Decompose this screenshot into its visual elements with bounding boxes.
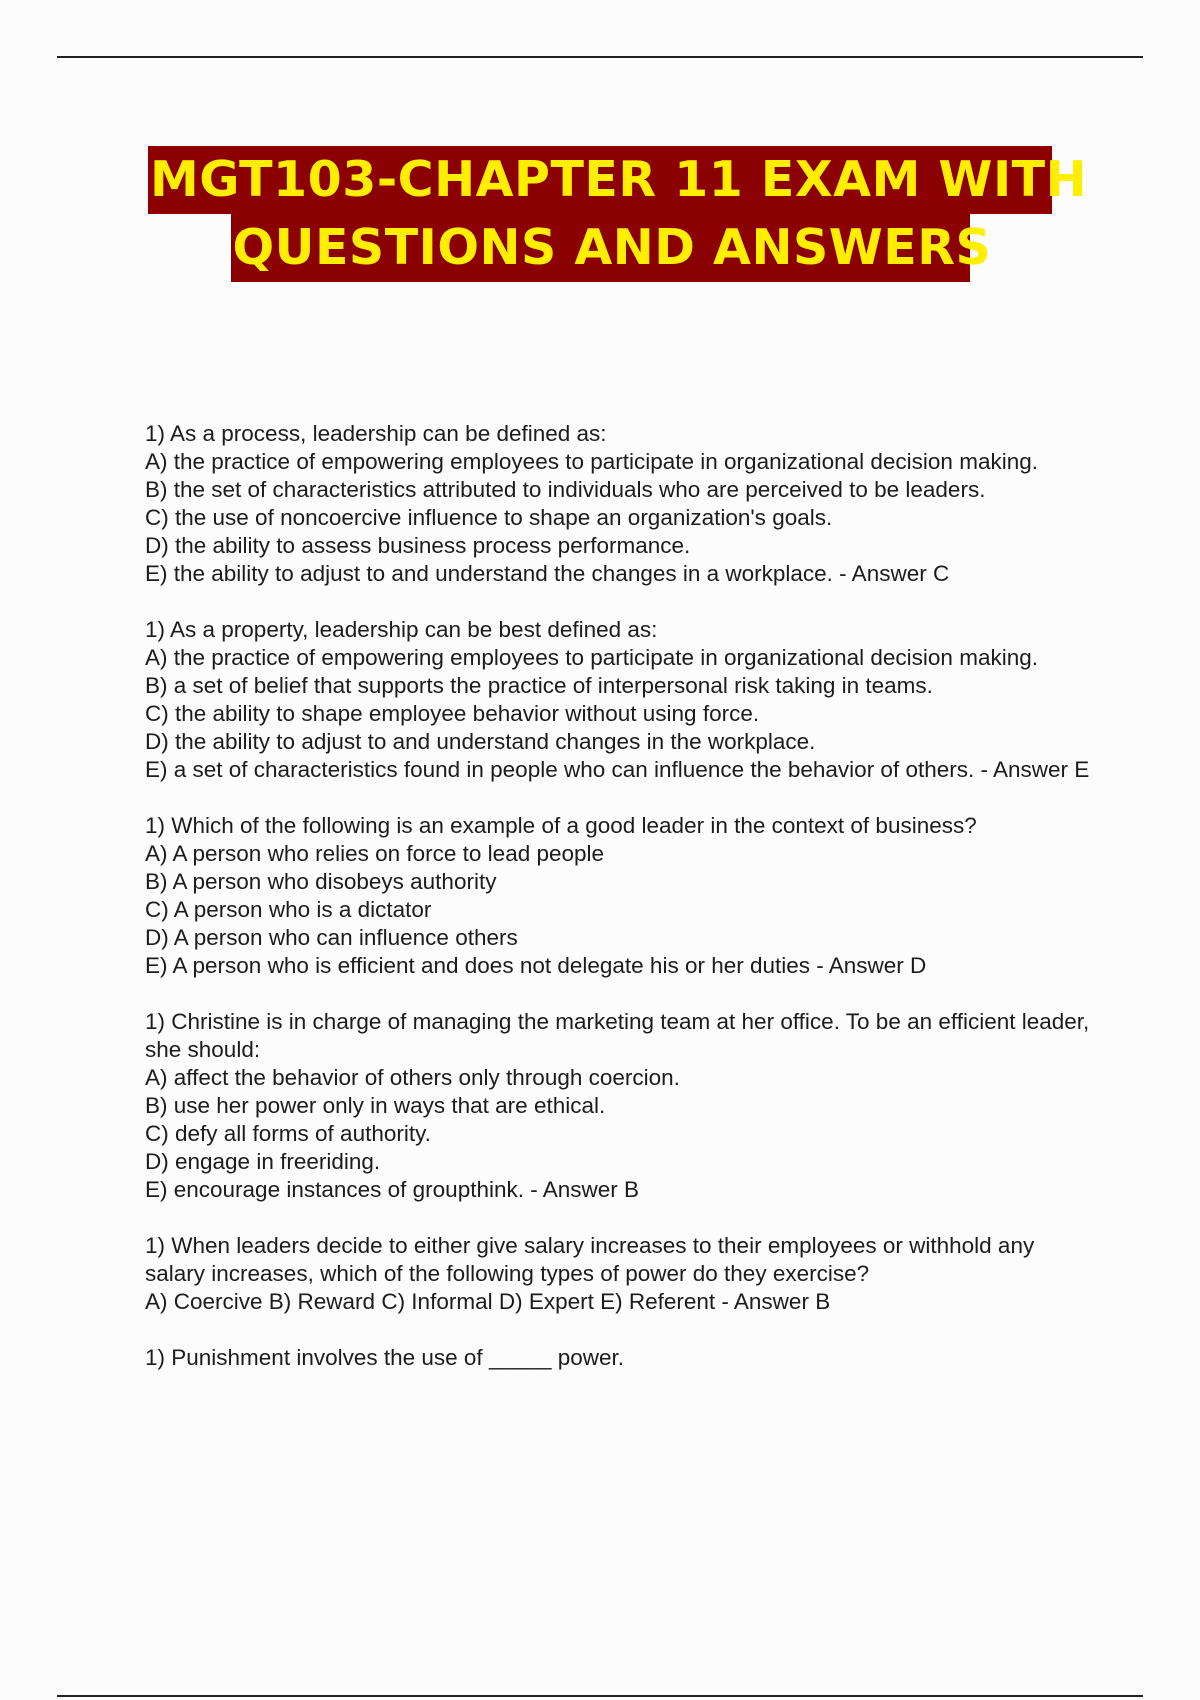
- question-item: [145, 1008, 1090, 1204]
- header-rule: [57, 56, 1143, 58]
- answer-option: A) A person who relies on force to lead people: [145, 841, 605, 866]
- answer-option: D) the ability to assess business process performance.: [145, 533, 691, 558]
- answer-option: C) the use of noncoercive influence to shape an organization's goals.: [145, 505, 833, 530]
- answer-option: A) Coercive B) Reward C) Informal D) Expert E) Referent - Answer B: [145, 1289, 831, 1314]
- question-text: 1) When leaders decide to either give salary increases to their employees or withhold any salary increases, which of the following types of power do they exercise?: [145, 1233, 1035, 1286]
- question-text: 1) Which of the following is an example of a good leader in the context of business?: [145, 813, 977, 838]
- title-line-2: QUESTIONS AND ANSWERS: [231, 214, 970, 282]
- answer-option: C) A person who is a dictator: [145, 897, 432, 922]
- answer-option: D) the ability to adjust to and understand changes in the workplace.: [145, 729, 816, 754]
- question-item: [145, 812, 1090, 980]
- question-text: 1) Punishment involves the use of _____ power.: [145, 1345, 625, 1370]
- question-text: 1) Christine is in charge of managing the marketing team at her office. To be an efficient leader, she should:: [145, 1009, 1090, 1062]
- answer-option: A) the practice of empowering employees to participate in organizational decision making.: [145, 645, 1038, 670]
- document-title: [0, 146, 1200, 282]
- answer-option: E) the ability to adjust to and understand the changes in a workplace. - Answer C: [145, 561, 950, 586]
- question-list: [145, 420, 1090, 1400]
- answer-option: D) engage in freeriding.: [145, 1149, 381, 1174]
- title-line-1: MGT103-CHAPTER 11 EXAM WITH: [148, 146, 1052, 214]
- question-text: 1) As a property, leadership can be best defined as:: [145, 617, 658, 642]
- question-item: [145, 1232, 1090, 1316]
- answer-option: E) encourage instances of groupthink. - Answer B: [145, 1177, 640, 1202]
- answer-option: E) A person who is efficient and does not delegate his or her duties - Answer D: [145, 953, 927, 978]
- answer-option: A) affect the behavior of others only through coercion.: [145, 1065, 680, 1090]
- question-item: [145, 420, 1090, 588]
- answer-option: C) the ability to shape employee behavior without using force.: [145, 701, 760, 726]
- answer-option: B) the set of characteristics attributed to individuals who are perceived to be leaders.: [145, 477, 986, 502]
- answer-option: B) use her power only in ways that are ethical.: [145, 1093, 606, 1118]
- question-item: [145, 616, 1090, 784]
- answer-option: C) defy all forms of authority.: [145, 1121, 431, 1146]
- answer-option: D) A person who can influence others: [145, 925, 518, 950]
- answer-option: B) A person who disobeys authority: [145, 869, 497, 894]
- answer-option: B) a set of belief that supports the practice of interpersonal risk taking in teams.: [145, 673, 933, 698]
- footer-rule: [57, 1695, 1143, 1697]
- question-text: 1) As a process, leadership can be defined as:: [145, 421, 607, 446]
- answer-option: A) the practice of empowering employees to participate in organizational decision making.: [145, 449, 1038, 474]
- answer-option: E) a set of characteristics found in people who can influence the behavior of others. - Answer E: [145, 757, 1090, 782]
- question-item: [145, 1344, 1090, 1372]
